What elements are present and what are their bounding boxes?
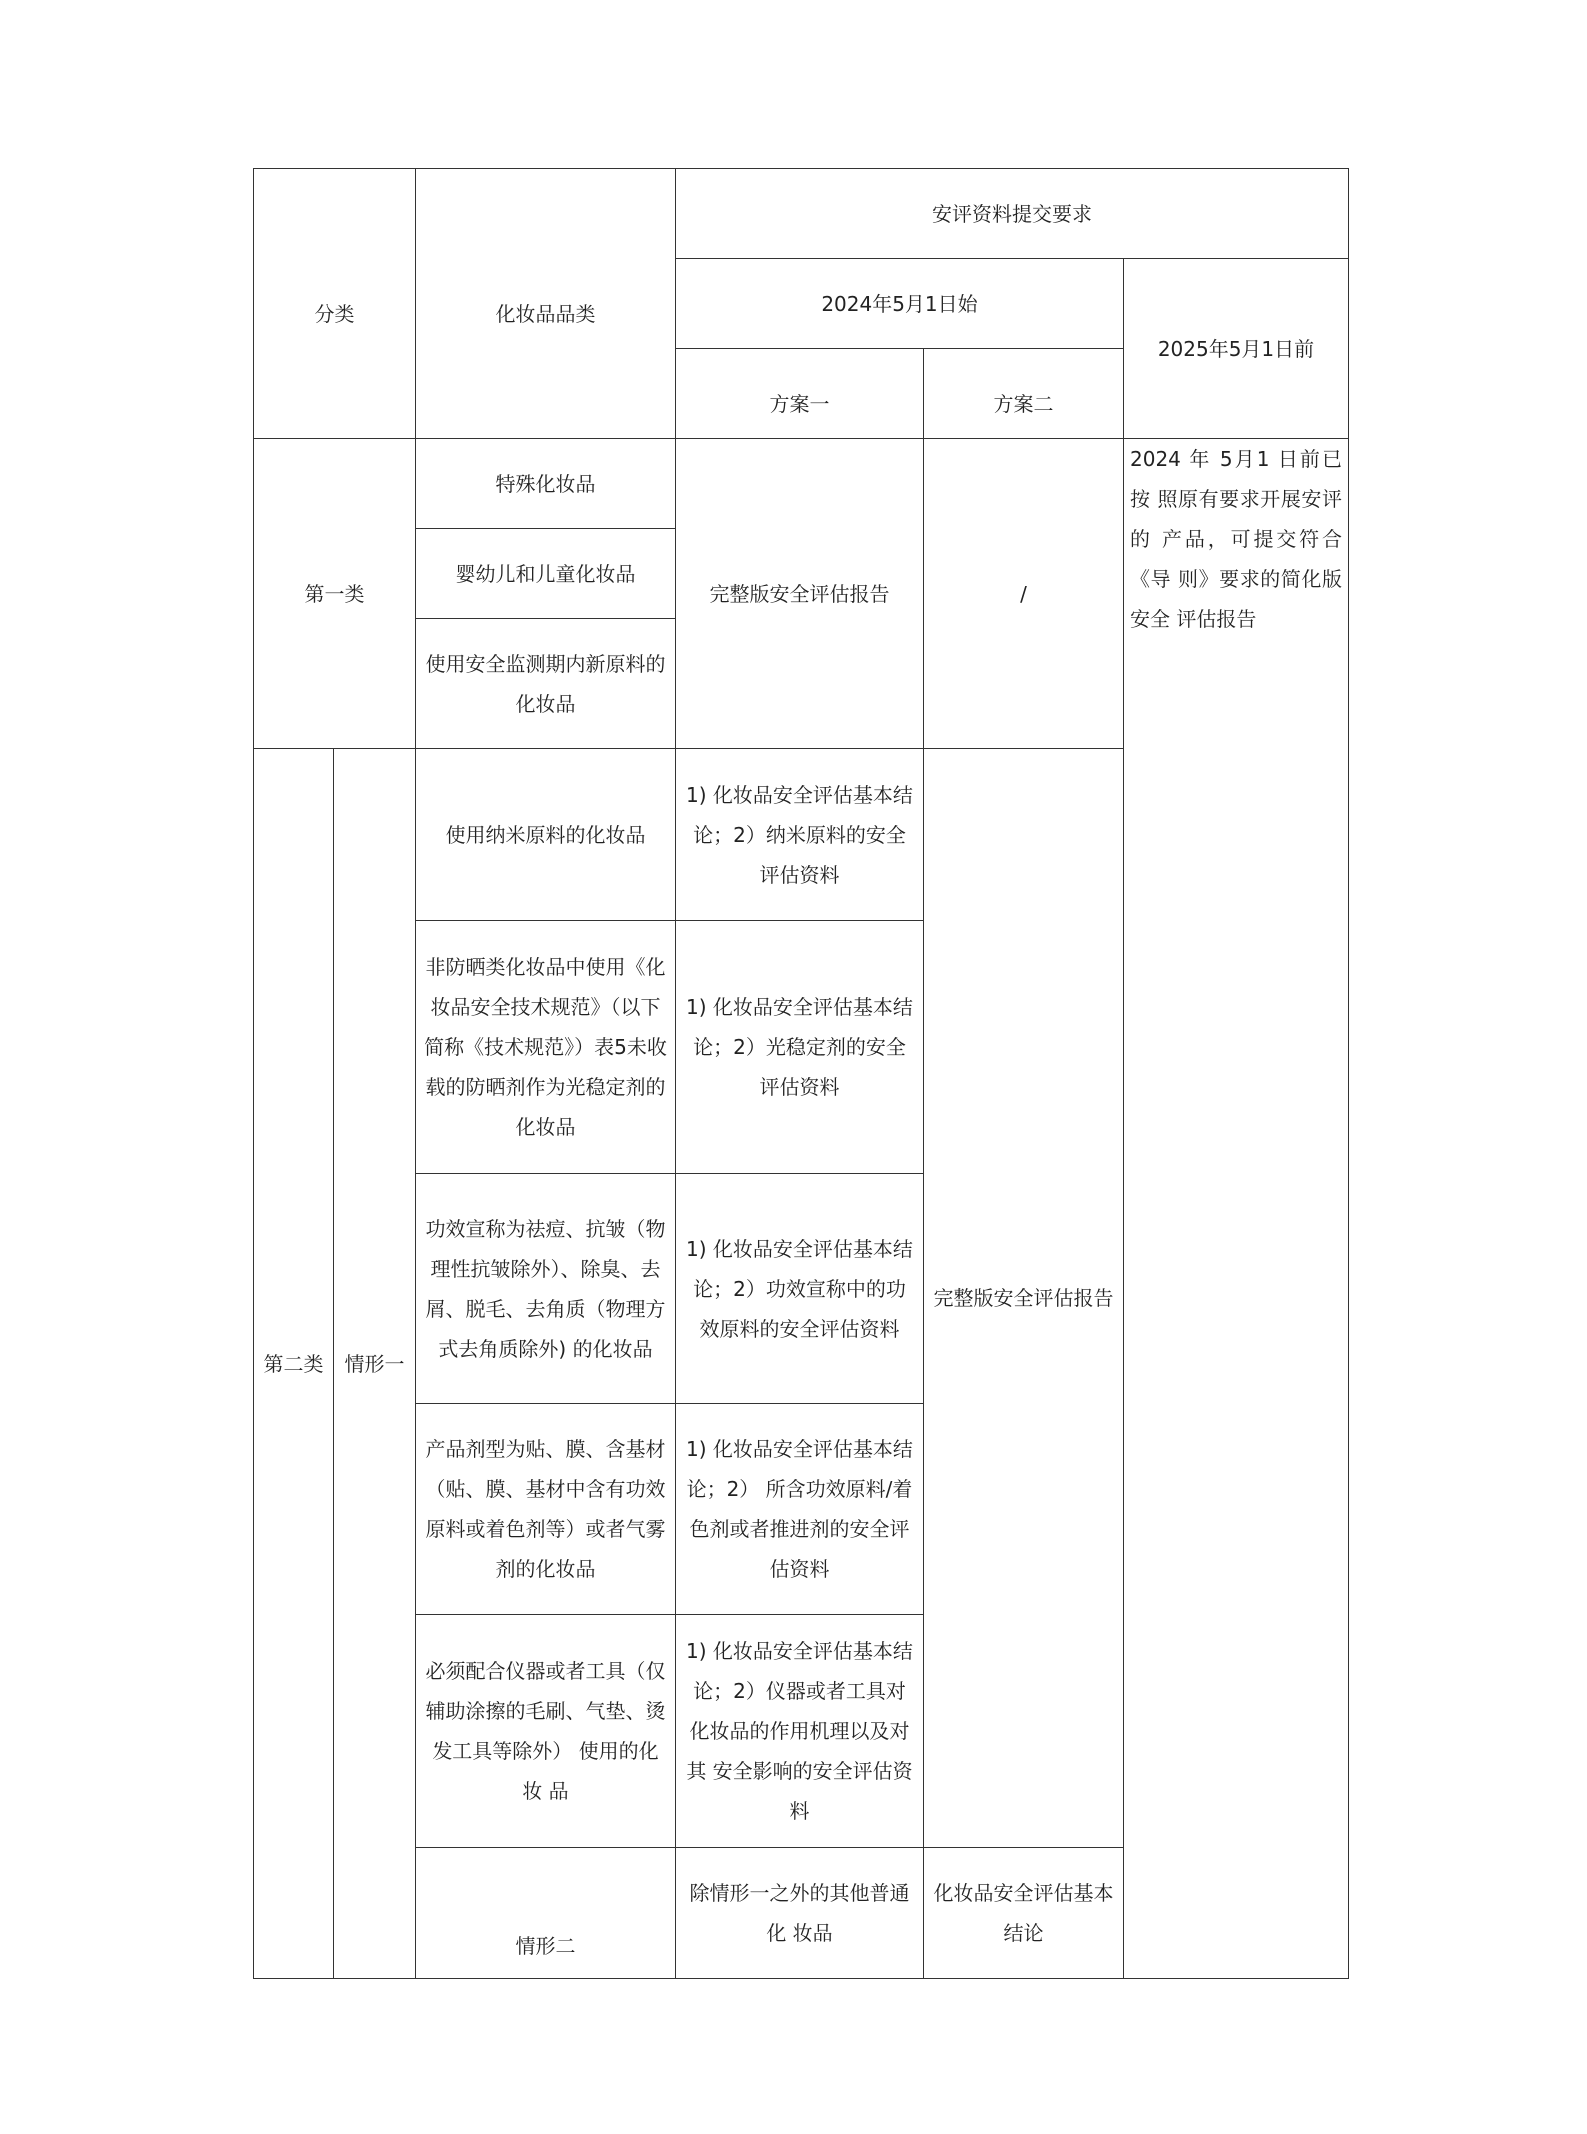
header-plan-two: 方案二 — [924, 349, 1124, 439]
case-one-product: 产品剂型为贴、膜、含基材 （贴、膜、基材中含有功效 原料或着色剂等）或者气雾 剂的化妆品 — [416, 1404, 676, 1615]
header-before-date: 2025年5月1日前 — [1124, 259, 1349, 439]
class-one-label: 第一类 — [254, 439, 416, 749]
header-product-type: 化妆品品类 — [416, 169, 676, 439]
case-one-product: 功效宣称为祛痘、抗皱（物 理性抗皱除外）、除臭、去 屑、脱毛、去角质（物理方 式去角质除外) 的化妆品 — [416, 1174, 676, 1404]
case-one-requirement: 1) 化妆品安全评估基本结论；2） 所含功效原料/着 色剂或者推进剂的安全评 估资料 — [676, 1404, 924, 1615]
class-one-item: 使用安全监测期内新原料的 化妆品 — [416, 619, 676, 749]
case-one-product: 非防晒类化妆品中使用《化 妆品安全技术规范》（以下 简称《技术规范》）表5未收 载的防晒剂作为光稳定剂的 化妆品 — [416, 921, 676, 1174]
case-two-product: 除情形一之外的其他普通化 妆品 — [676, 1848, 924, 1979]
class-one-item: 特殊化妆品 — [416, 439, 676, 529]
case-one-requirement: 1) 化妆品安全评估基本结论；2）功效宣称中的功效原料的安全评估资料 — [676, 1174, 924, 1404]
header-from-date: 2024年5月1日始 — [676, 259, 1124, 349]
class-two-label: 第二类 — [254, 749, 334, 1979]
before-date-note: 2024 年 5月1 日前已按 照原有要求开展安评的 产品，可提交符合《导 则》要求的简化版安全 评估报告 — [1124, 439, 1349, 1979]
header-plan-one: 方案一 — [676, 349, 924, 439]
case-two-requirement: 化妆品安全评估基本结论 — [924, 1848, 1124, 1979]
case-two-label: 情形二 — [416, 1848, 676, 1979]
class-one-plan-two: / — [924, 439, 1124, 749]
case-one-requirement: 1) 化妆品安全评估基本结论；2）仪器或者工具对化妆品的作用机理以及对其 安全影响的安全评估资料 — [676, 1615, 924, 1848]
case-one-product: 必须配合仪器或者工具（仅 辅助涂擦的毛刷、气垫、烫 发工具等除外） 使用的化妆 品 — [416, 1615, 676, 1848]
case-one-label: 情形一 — [334, 749, 416, 1979]
case-one-requirement: 1) 化妆品安全评估基本结论；2）纳米原料的安全评估资料 — [676, 749, 924, 921]
class-one-item: 婴幼儿和儿童化妆品 — [416, 529, 676, 619]
case-one-requirement: 1) 化妆品安全评估基本结论；2）光稳定剂的安全评估资料 — [676, 921, 924, 1174]
header-category: 分类 — [254, 169, 416, 439]
header-requirements: 安评资料提交要求 — [676, 169, 1349, 259]
case-one-product: 使用纳米原料的化妆品 — [416, 749, 676, 921]
case-one-plan-two: 完整版安全评估报告 — [924, 749, 1124, 1848]
requirements-table — [253, 168, 1349, 1979]
class-one-plan-one: 完整版安全评估报告 — [676, 439, 924, 749]
